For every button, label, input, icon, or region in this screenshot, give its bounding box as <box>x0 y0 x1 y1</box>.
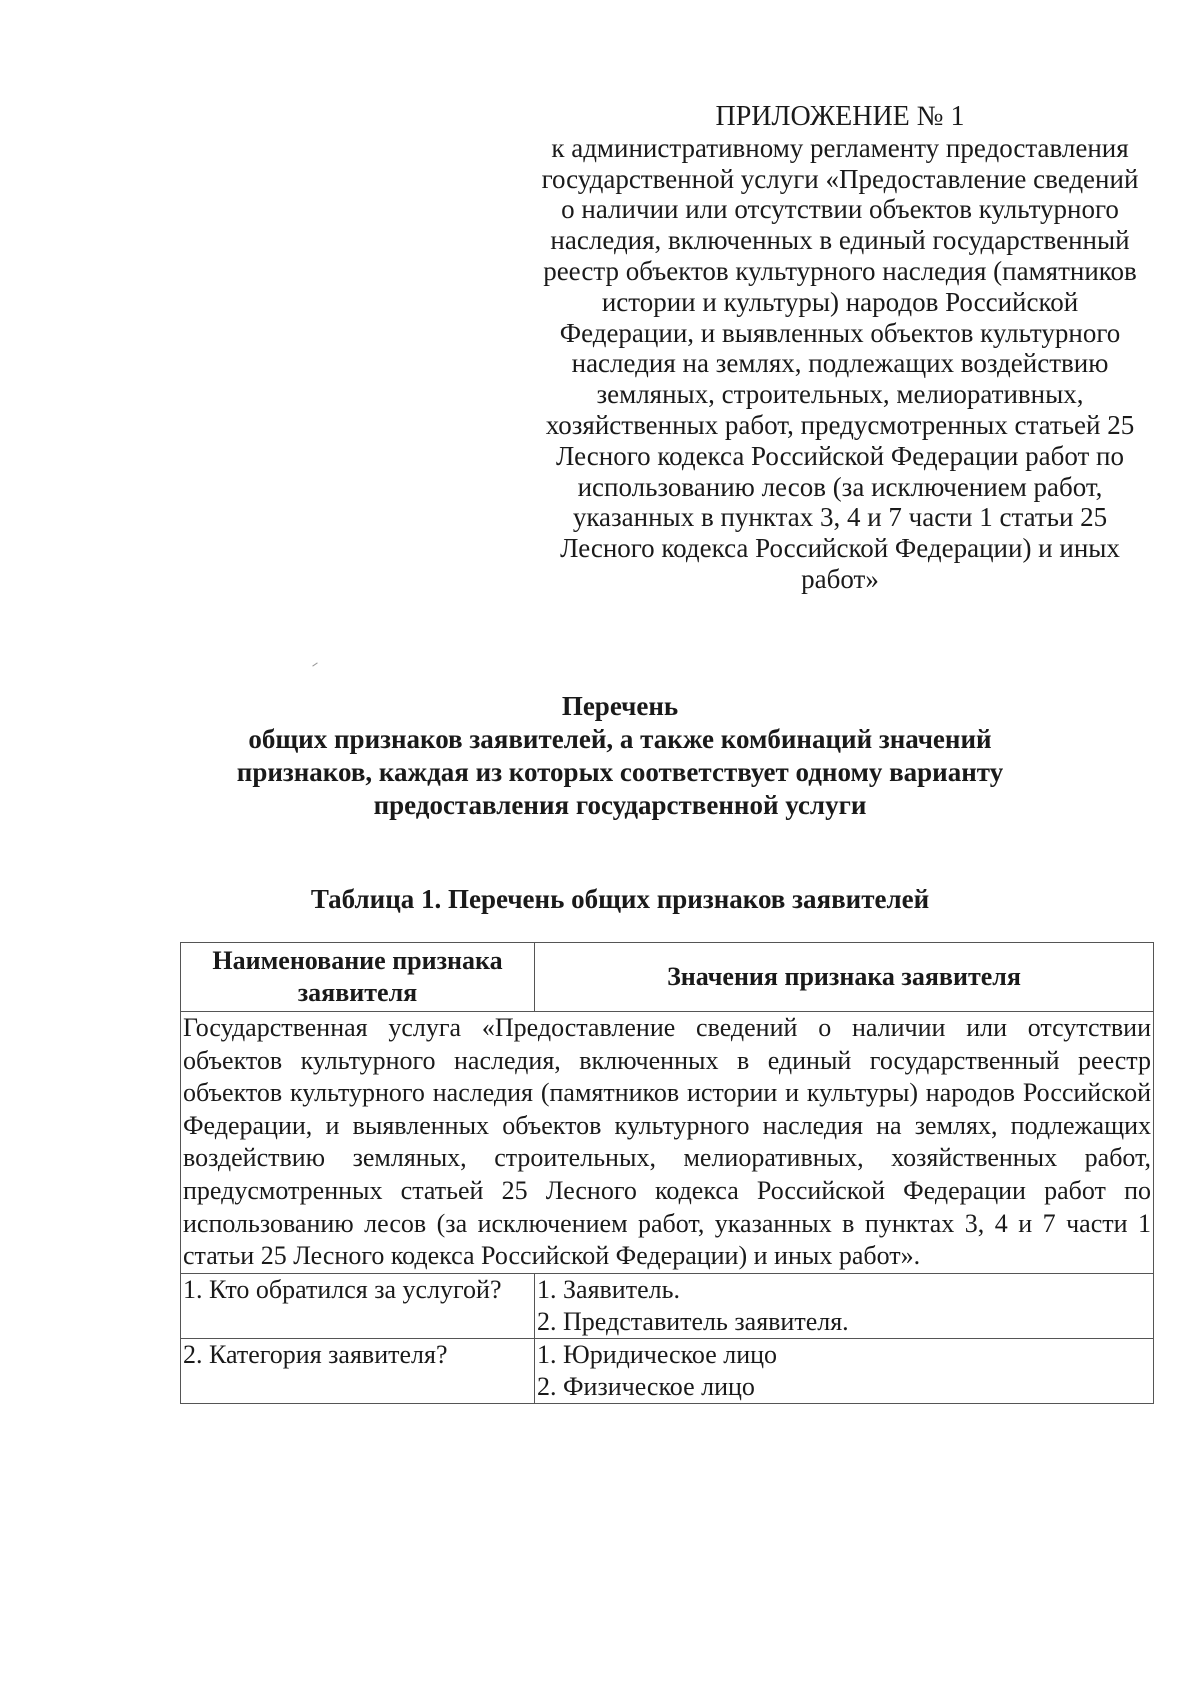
appendix-line: работ» <box>801 563 879 594</box>
appendix-line: государственной услуги «Предоставление сведений <box>541 163 1139 194</box>
heading-line: предоставления государственной услуги <box>373 790 867 820</box>
appendix-line: реестр объектов культурного наследия (памятников <box>543 255 1137 286</box>
appendix-line: к административному регламенту предоставления <box>551 132 1129 163</box>
criterion-options <box>535 1273 1154 1338</box>
criterion-option: 2. Представитель заявителя. <box>537 1306 849 1336</box>
header-criterion-values: Значения признака заявителя <box>535 943 1154 1012</box>
criterion-question: 1. Кто обратился за услугой? <box>181 1273 535 1338</box>
appendix-line: указанных в пунктах 3, 4 и 7 части 1 статьи 25 <box>572 502 1108 533</box>
heading-line: общих признаков заявителей, а также комбинаций значений <box>248 724 992 754</box>
table-header-row <box>181 943 1154 1012</box>
service-description: Государственная услуга «Предоставление сведений о наличии или отсутствии объектов культурного наследия, включенных в единый государственный реестр объектов культурного наследия (памятников истории и культуры) народов Российской Федерации, и выявленных объектов культурного наследия на землях, подлежащих воздействию земляных, строительных, мелиоративных, хозяйственных работ, предусмотренных статьей 25 Лесного кодекса Российской Федерации работ по использованию лесов (за исключением работ, указанных в пунктах 3, 4 и 7 части 1 статьи 25 Лесного кодекса Российской Федерации) и иных работ». <box>181 1012 1154 1274</box>
table-caption: Таблица 1. Перечень общих признаков заявителей <box>310 884 930 914</box>
appendix-line: Лесного кодекса Российской Федерации) и иных <box>560 533 1120 564</box>
heading-title: Перечень <box>561 691 679 721</box>
appendix-line: наследия на землях, подлежащих воздействию <box>571 348 1109 379</box>
appendix-line: хозяйственных работ, предусмотренных статьей 25 <box>545 409 1135 440</box>
table-row <box>181 1338 1154 1403</box>
heading-line: признаков, каждая из которых соответствует одному варианту <box>236 757 1004 787</box>
table-row <box>181 1273 1154 1338</box>
appendix-line: о наличии или отсутствии объектов культурного <box>561 194 1119 225</box>
appendix-line: Федерации, и выявленных объектов культурного <box>559 317 1121 348</box>
header-criterion-name: Наименование признака заявителя <box>181 943 535 1012</box>
criteria-table <box>180 942 1154 1404</box>
criterion-option: 1. Юридическое лицо <box>537 1339 778 1369</box>
scan-artifact <box>312 662 317 666</box>
document-heading <box>160 690 1080 822</box>
appendix-block <box>520 102 1160 595</box>
appendix-title: ПРИЛОЖЕНИЕ № 1 <box>715 101 965 132</box>
appendix-line: земляных, строительных, мелиоративных, <box>596 379 1084 410</box>
criterion-question: 2. Категория заявителя? <box>181 1338 535 1403</box>
appendix-line: наследия, включенных в единый государственный <box>550 225 1130 256</box>
appendix-line: Лесного кодекса Российской Федерации работ по <box>556 440 1124 471</box>
appendix-line: использованию лесов (за исключением работ, <box>577 471 1103 502</box>
appendix-line: истории и культуры) народов Российской <box>601 286 1079 317</box>
criterion-options <box>535 1338 1154 1403</box>
criterion-option: 1. Заявитель. <box>537 1274 680 1304</box>
criterion-option: 2. Физическое лицо <box>537 1371 755 1401</box>
table-row-service <box>181 1012 1154 1274</box>
